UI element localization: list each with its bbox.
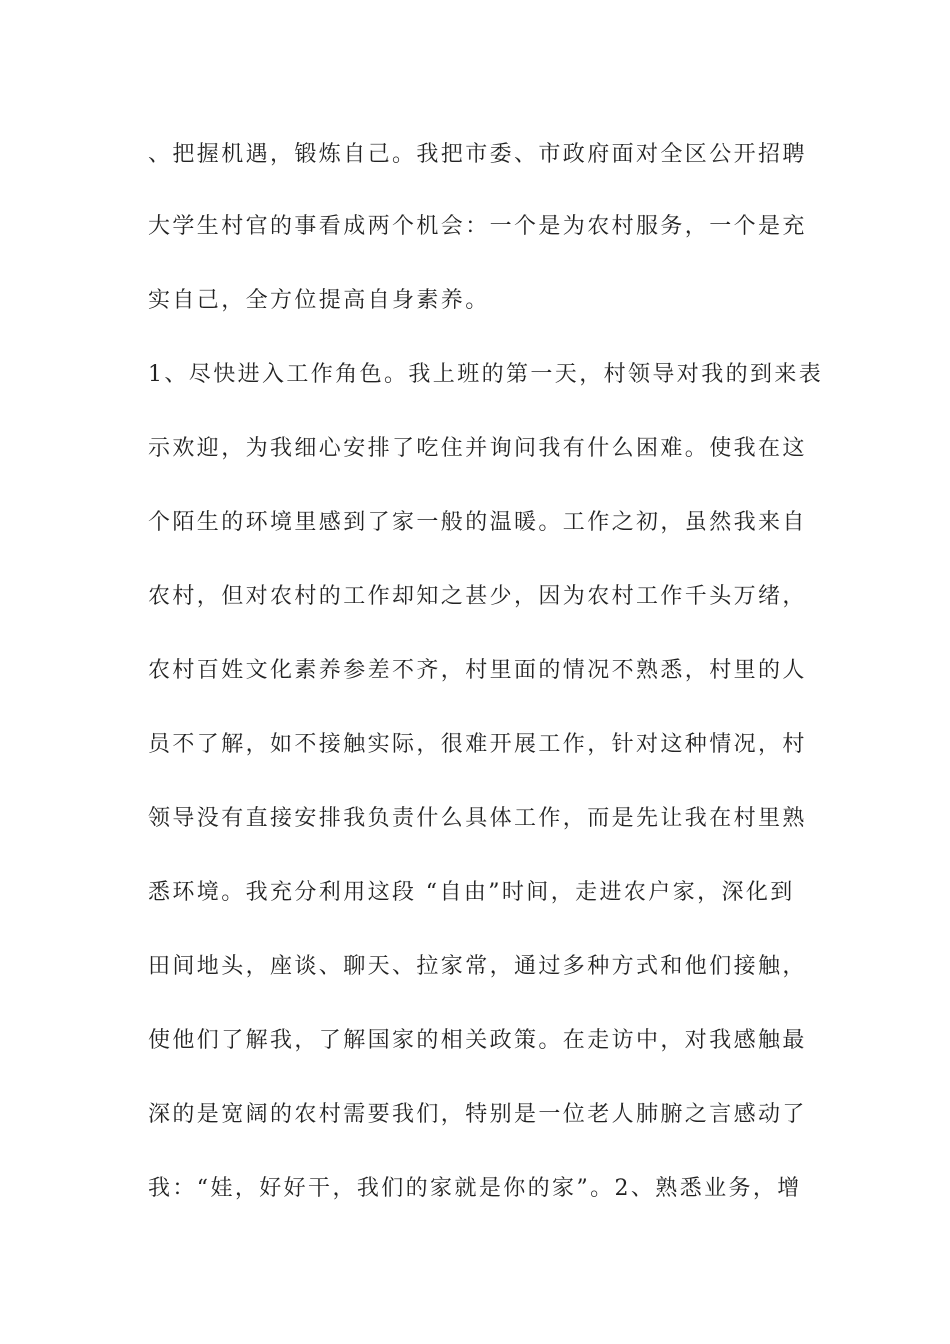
text-line: 田间地头，座谈、聊天、拉家常，通过多种方式和他们接触，	[148, 954, 807, 979]
text-line: 1、尽快进入工作角色。我上班的第一天，村领导对我的到来表	[148, 362, 824, 387]
text-line: 深的是宽阔的农村需要我们，特别是一位老人肺腑之言感动了	[148, 1102, 807, 1127]
text-line: 农村百姓文化素养参差不齐，村里面的情况不熟悉，村里的人	[148, 658, 807, 683]
text-line: 悉环境。我充分利用这段 “自由”时间，走进农户家，深化到	[148, 880, 795, 905]
text-line: 我：“娃，好好干，我们的家就是你的家”。2、熟悉业务，增	[148, 1176, 802, 1201]
text-line: 农村，但对农村的工作却知之甚少，因为农村工作千头万绪，	[148, 584, 807, 609]
text-line: 大学生村官的事看成两个机会：一个是为农村服务，一个是充	[148, 214, 807, 239]
text-line: 、把握机遇，锻炼自己。我把市委、市政府面对全区公开招聘	[148, 142, 807, 167]
text-line: 实自己，全方位提高自身素养。	[148, 288, 490, 313]
text-line: 员不了解，如不接触实际，很难开展工作，针对这种情况，村	[148, 732, 807, 757]
text-line: 个陌生的环境里感到了家一般的温暖。工作之初，虽然我来自	[148, 510, 807, 535]
text-line: 示欢迎，为我细心安排了吃住并询问我有什么困难。使我在这	[148, 436, 807, 461]
text-line: 领导没有直接安排我负责什么具体工作，而是先让我在村里熟	[148, 806, 807, 831]
text-line: 使他们了解我，了解国家的相关政策。在走访中，对我感触最	[148, 1028, 807, 1053]
